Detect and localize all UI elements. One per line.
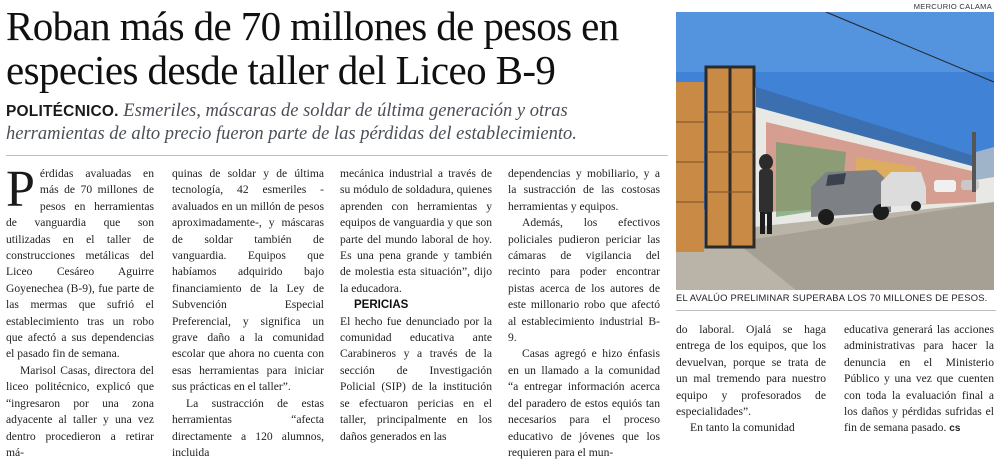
drop-cap: P xyxy=(6,161,35,218)
paragraph: dependencias y mobiliario, y a la sustracción de las costosas herramientas y equipos. xyxy=(508,167,660,213)
caption-rule xyxy=(676,310,996,311)
lead-text: Esmeriles, máscaras de soldar de última generación y otras herramientas de alto precio fueron parte de las pérdidas del establecimiento. xyxy=(6,101,577,144)
column-5 xyxy=(676,322,826,437)
headline: Roban más de 70 millones de pesos en especies desde taller del Liceo B-9 xyxy=(6,3,619,93)
paragraph xyxy=(6,161,154,363)
article-photo xyxy=(676,12,994,290)
column-3 xyxy=(340,166,492,445)
paragraph-text: educativa generará las acciones administrativas para hacer la denuncia en el Ministerio Público y una vez que cuenten con toda la evaluación final a los daños y pérdidas sufridas el fin de semana pasado. xyxy=(844,323,994,435)
paragraph: quinas de soldar y de última tecnología, 42 esmeriles -avaluados en un millón de pesos aproximadamente-, y máscaras de soldar también de vanguardia. Equipos que habíamos adquirido bajo financiamiento de la Ley de Subvención Especial Preferencial, y significa un grave daño a la comunidad escolar que ahora no cuenta con esas herramientas para iniciar sus prácticas en el taller”. xyxy=(172,167,324,394)
paragraph: do laboral. Ojalá se haga entrega de los equipos, que los devuelvan, porque se trata de un mal tremendo para nuestro equipo y profesorados de especialidades”. xyxy=(676,323,826,419)
paragraph: mecánica industrial a través de su módulo de soldadura, quienes aprenden con herramientas y equipos de vanguardia y que son parte del mundo laboral de hoy. Es una pena grande y también de molestia esta situación”, dijo la educadora. xyxy=(340,167,492,295)
paragraph: La sustracción de estas herramientas “afecta directamente a 120 alumnos, incluida xyxy=(172,396,324,459)
column-1 xyxy=(6,161,154,461)
photo-credit: MERCURIO CALAMA xyxy=(913,2,992,11)
lead-paragraph xyxy=(6,100,666,146)
column-2 xyxy=(172,166,324,461)
school-wall-illustration xyxy=(676,12,994,290)
column-6 xyxy=(844,322,994,438)
kicker: POLITÉCNICO. xyxy=(6,103,119,120)
photo-caption: EL AVALÚO PRELIMINAR SUPERABA LOS 70 MILLONES DE PESOS. xyxy=(676,292,988,303)
paragraph: Marisol Casas, directora del liceo politécnico, explicó que “ingresaron por una zona adyacente al taller y una vez dentro procedieron a retirar má- xyxy=(6,363,154,459)
column-4 xyxy=(508,166,660,461)
paragraph xyxy=(844,322,994,438)
subhead: PERICIAS xyxy=(354,299,409,312)
lead-rule xyxy=(6,155,668,156)
end-mark: cs xyxy=(949,423,961,435)
paragraph-text: érdidas avaluadas en más de 70 millones de pesos en herramientas de vanguardia que son utilizadas en el taller de construcciones metálicas del Liceo Cesáreo Aguirre Goyenechea (B-9), fue parte de las mermas que sufrió el establecimiento tras un robo que afectó a sus dependencias el pasado fin de semana. xyxy=(6,167,154,361)
gate-left xyxy=(676,82,704,252)
paragraph: Además, los efectivos policiales pudieron periciar las cámaras de vigilancia del recinto para poder encontrar pistas acerca de los autores de este millonario robo que afectó al establecimiento industrial B-9. xyxy=(508,216,660,345)
paragraph: En tanto la comunidad xyxy=(690,421,795,435)
paragraph: Casas agregó e hizo énfasis en un llamado a la comunidad “a entregar información acerca del paradero de estos equiós tan necesarios para el proceso educativo de jóvenes que los requieren para el mun- xyxy=(508,347,660,459)
paragraph: El hecho fue denunciado por la comunidad educativa ante Carabineros y a través de la sección de Investigación Policial (SIP) de la institución se efectuaron pericias en el taller, principalmente en los daños generados en las xyxy=(340,314,492,443)
